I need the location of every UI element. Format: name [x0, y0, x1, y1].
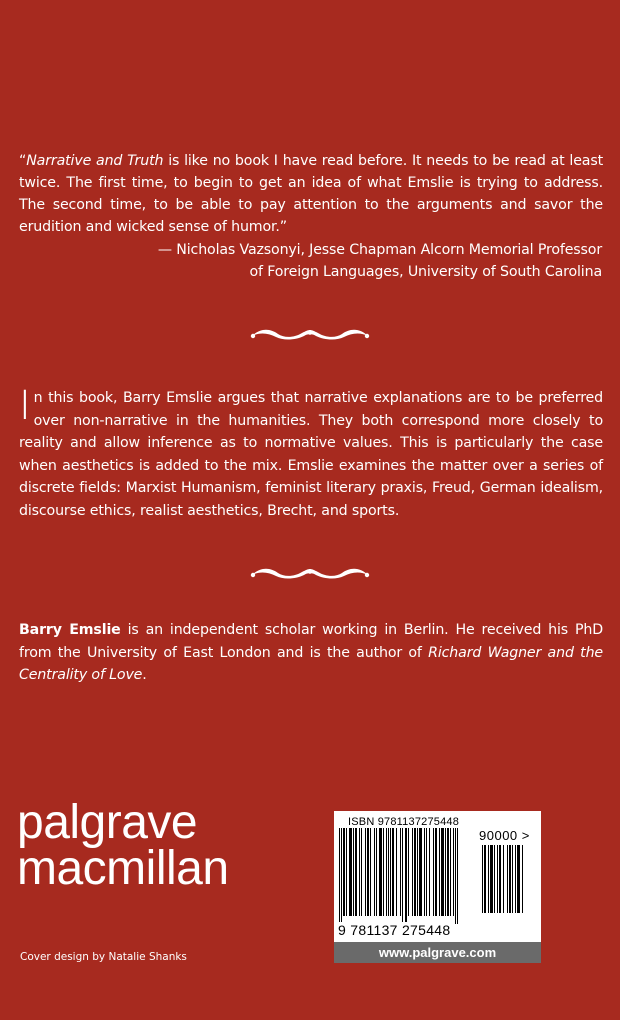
barcode-bar	[490, 845, 493, 913]
barcode-bar	[396, 828, 397, 916]
barcode-bar	[341, 828, 342, 924]
barcode-bar	[512, 845, 513, 913]
barcode-bar	[424, 828, 425, 916]
barcode-bar	[497, 845, 498, 913]
barcode-bar	[339, 828, 340, 924]
barcode-bar	[361, 828, 362, 916]
barcode-bar	[435, 828, 437, 916]
barcode-bar	[417, 828, 418, 916]
isbn-digits: 9 781137 275448	[338, 922, 451, 938]
barcode-bar	[365, 828, 366, 916]
barcode-bar	[503, 845, 504, 913]
cover-credit: Cover design by Natalie Shanks	[20, 951, 187, 963]
barcode-bar	[517, 845, 520, 913]
barcode-bar	[392, 828, 394, 916]
barcode-bar	[383, 828, 384, 916]
barcode-bar	[441, 828, 444, 916]
barcode-bars	[339, 828, 475, 924]
isbn-label: ISBN 9781137275448	[348, 816, 460, 828]
barcode-bar	[515, 845, 516, 913]
barcode-addon-bars	[482, 845, 536, 935]
author-name: Barry Emslie	[19, 622, 121, 638]
barcode-bar	[450, 828, 451, 916]
barcode-bar	[376, 828, 377, 916]
quote-text: is like no book I have read before. It needs to be read at least twice. The first time, to begin to get an idea of what Emslie is trying to address. The second time, to be able to pay attention to the arguments and savor the erudition and wicked sense of humor.”	[19, 153, 603, 235]
barcode-bar	[386, 828, 387, 916]
review-quote	[19, 150, 603, 238]
isbn-barcode	[334, 811, 541, 963]
attribution-line-1: — Nicholas Vazsonyi, Jesse Chapman Alcorn Memorial Professor	[157, 242, 602, 258]
barcode-bar	[447, 828, 449, 916]
barcode-bar	[488, 845, 489, 913]
bio-text: is an independent scholar working in Berlin. He received his PhD from the University of East London and is the author of	[19, 622, 603, 661]
quote-attribution	[82, 239, 602, 283]
barcode-bar	[509, 845, 511, 913]
barcode-bar	[499, 845, 501, 913]
barcode-bar	[439, 828, 440, 916]
barcode-bar	[355, 828, 357, 916]
barcode-bar	[494, 845, 495, 913]
barcode-bar	[353, 828, 354, 916]
barcode-bar	[408, 828, 409, 916]
barcode-bar	[433, 828, 434, 916]
barcode-bar	[367, 828, 369, 916]
open-quote: “	[19, 153, 27, 169]
publisher-logo	[17, 796, 229, 895]
drop-cap: I	[19, 383, 31, 429]
barcode-bar	[507, 845, 508, 913]
barcode-bar	[402, 828, 403, 924]
barcode-bar	[453, 828, 454, 916]
barcode-bar	[400, 828, 401, 916]
barcode-bar	[370, 828, 371, 916]
barcode-bar	[426, 828, 427, 916]
description-text: n this book, Barry Emslie argues that narrative explanations are to be preferred over non-narrative in the humanities. They both correspond more closely to reality and allow inference as to normative values. This is particularly the case when aesthetics is added to the mix. Emslie examines the matter over a series of discrete fields: Marxist Humanism, feminist literary praxis, Freud, German idealism, discourse ethics, realist aesthetics, Brecht, and sports.	[19, 390, 603, 519]
ornament-divider-2	[248, 565, 372, 581]
barcode-bar	[412, 828, 413, 916]
barcode-bar	[346, 828, 347, 916]
barcode-bar	[429, 828, 430, 916]
barcode-bar	[445, 828, 446, 916]
attribution-line-2: of Foreign Languages, University of South Carolina	[249, 264, 602, 280]
bio-book-title: Richard Wagner and the Centrality of Love	[19, 644, 604, 684]
barcode-bar	[484, 845, 486, 913]
barcode-bar	[359, 828, 360, 916]
ornament-divider-1	[248, 326, 372, 342]
barcode-bar	[388, 828, 389, 916]
logo-line-2: macmillan	[17, 842, 229, 895]
barcode-bar	[349, 828, 352, 916]
barcode-bar	[390, 828, 391, 916]
barcode-bar	[522, 845, 523, 913]
barcode-bar	[343, 828, 345, 916]
barcode-bar	[374, 828, 375, 916]
author-bio	[19, 619, 603, 687]
logo-line-1: palgrave	[17, 796, 198, 849]
publisher-url: www.palgrave.com	[334, 942, 541, 963]
quote-book-title: Narrative and Truth	[26, 153, 164, 169]
book-description	[19, 383, 603, 523]
barcode-bar	[419, 828, 422, 916]
barcode-bar	[414, 828, 416, 916]
barcode-bar	[455, 828, 456, 924]
price-code: 90000 >	[479, 828, 530, 843]
bio-end: .	[142, 667, 147, 684]
barcode-bar	[482, 845, 483, 913]
barcode-bar	[457, 828, 458, 924]
barcode-bar	[405, 828, 407, 924]
barcode-bar	[379, 828, 382, 916]
